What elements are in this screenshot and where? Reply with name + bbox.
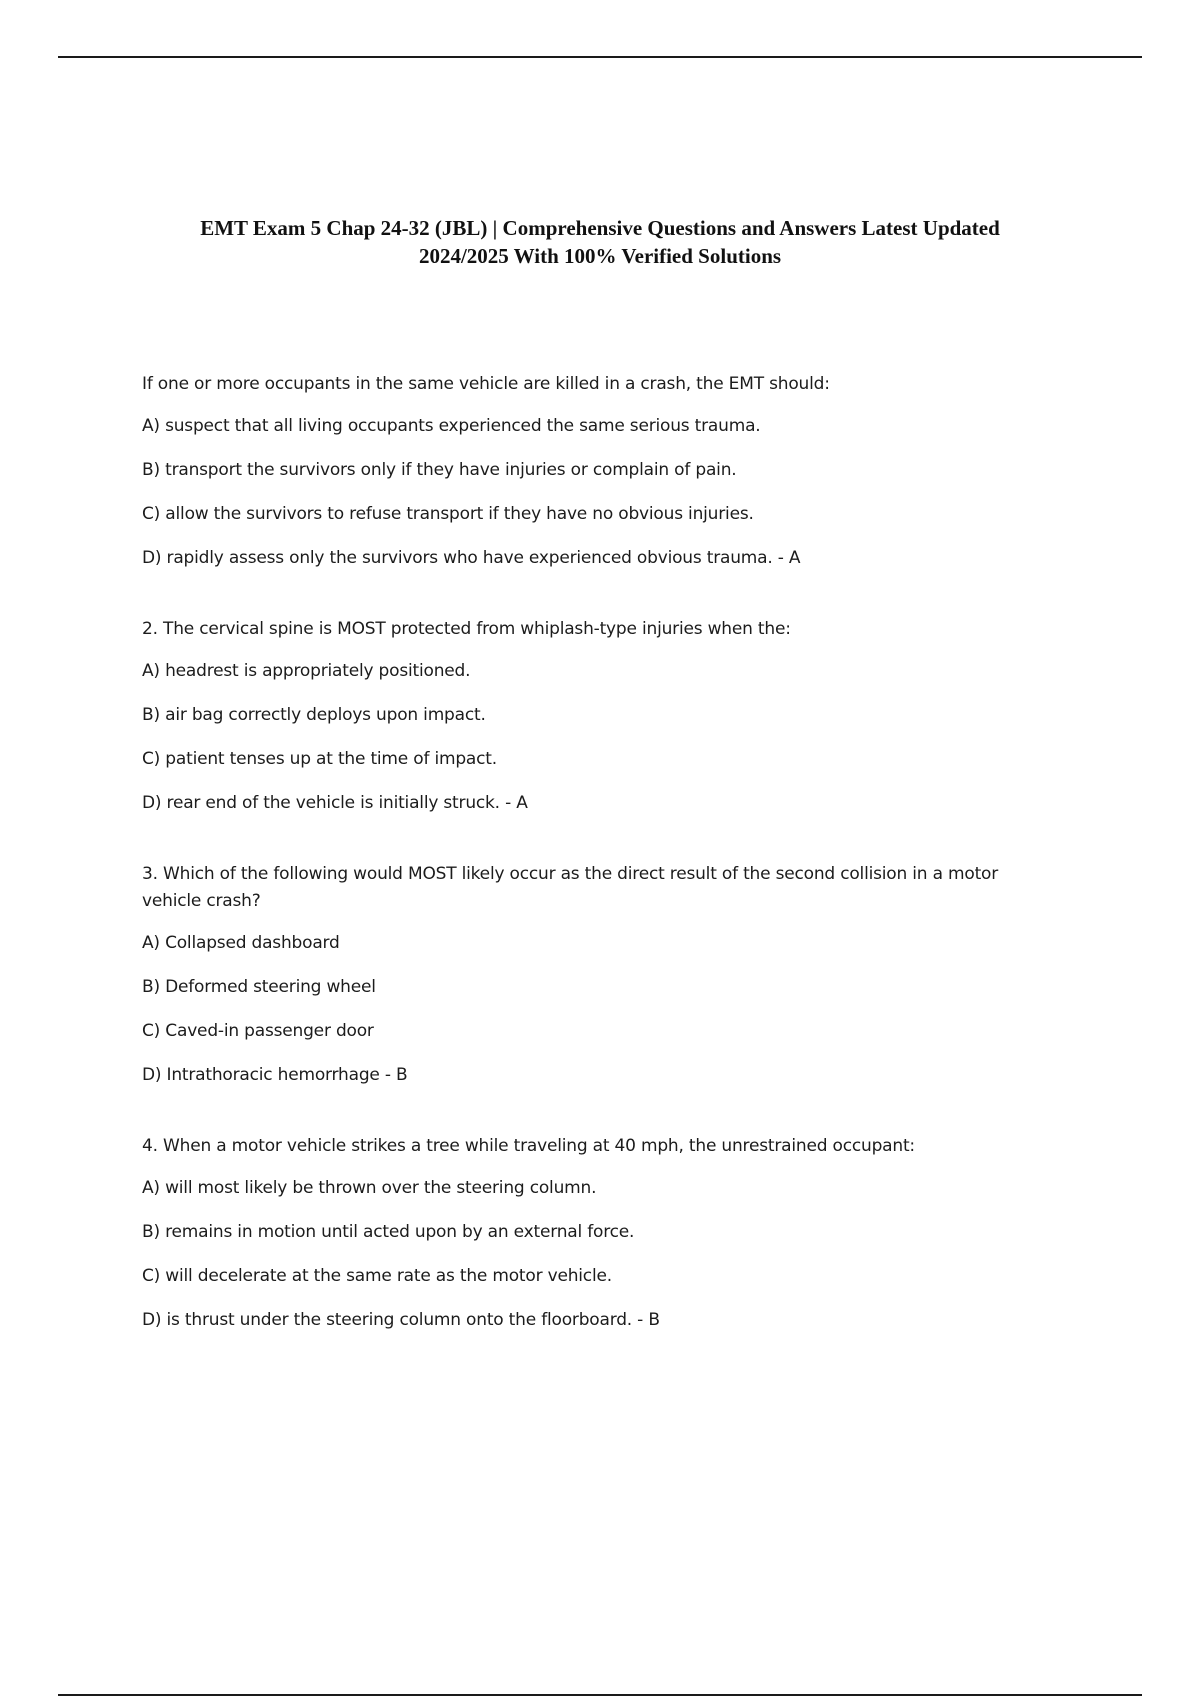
question-prompt: If one or more occupants in the same vehicle are killed in a crash, the EMT should: [142, 374, 830, 394]
answer-option-b: B) air bag correctly deploys upon impact. [142, 705, 486, 725]
document-title [100, 214, 1100, 270]
answer-option-a: A) headrest is appropriately positioned. [142, 661, 471, 681]
answer-option-d: D) rapidly assess only the survivors who have experienced obvious trauma. - A [142, 548, 801, 568]
question-prompt: 2. The cervical spine is MOST protected from whiplash-type injuries when the: [142, 619, 791, 639]
question-prompt: 4. When a motor vehicle strikes a tree while traveling at 40 mph, the unrestrained occupant: [142, 1136, 915, 1156]
answer-option-c: C) patient tenses up at the time of impact. [142, 749, 497, 769]
answer-option-c: C) Caved-in passenger door [142, 1021, 374, 1041]
answer-option-b: B) transport the survivors only if they have injuries or complain of pain. [142, 460, 737, 480]
answer-option-a: A) suspect that all living occupants experienced the same serious trauma. [142, 416, 761, 436]
answer-option-a: A) Collapsed dashboard [142, 933, 340, 953]
question-2 [142, 616, 1062, 817]
answer-option-c: C) will decelerate at the same rate as the motor vehicle. [142, 1266, 612, 1286]
answer-option-d: D) Intrathoracic hemorrhage - B [142, 1065, 408, 1085]
header-rule [58, 56, 1142, 58]
question-1 [142, 371, 1062, 572]
question-list [142, 371, 1062, 1351]
question-3 [142, 861, 1062, 1089]
answer-option-b: B) remains in motion until acted upon by an external force. [142, 1222, 635, 1242]
question-prompt: 3. Which of the following would MOST likely occur as the direct result of the second collision in a motor vehicle crash? [142, 864, 999, 911]
title-line-1: EMT Exam 5 Chap 24-32 (JBL) | Comprehensive Questions and Answers Latest Updated [200, 216, 1000, 240]
footer-rule [58, 1694, 1142, 1696]
question-4 [142, 1133, 1062, 1334]
answer-option-a: A) will most likely be thrown over the steering column. [142, 1178, 597, 1198]
title-line-2: 2024/2025 With 100% Verified Solutions [418, 244, 782, 268]
answer-option-d: D) is thrust under the steering column onto the floorboard. - B [142, 1310, 660, 1330]
answer-option-c: C) allow the survivors to refuse transport if they have no obvious injuries. [142, 504, 754, 524]
answer-option-b: B) Deformed steering wheel [142, 977, 376, 997]
answer-option-d: D) rear end of the vehicle is initially struck. - A [142, 793, 528, 813]
